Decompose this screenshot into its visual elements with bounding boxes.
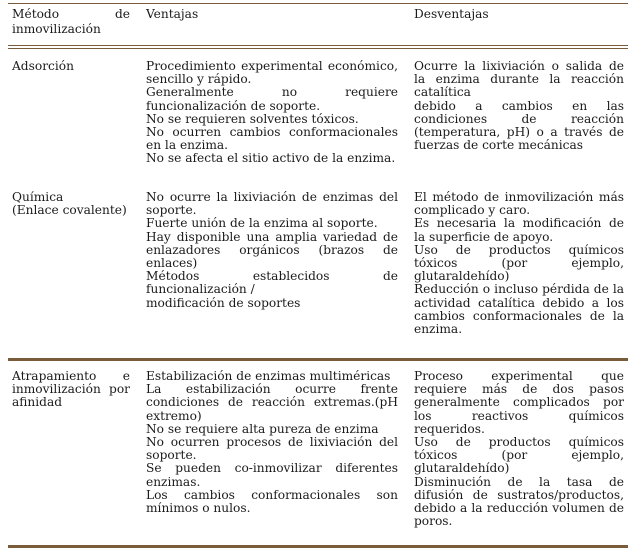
row-adsorcion-advantages bbox=[146, 60, 398, 166]
header-disadvantages-label: Desventajas bbox=[414, 7, 489, 21]
row-atrapamiento-advantages bbox=[146, 370, 398, 515]
disadvantage-item: Uso de productos químicos tóxicos (por ejemplo, glutaraldehído) bbox=[414, 435, 624, 476]
disadvantage-item: Disminución de la tasa de difusión de sustratos/productos, debido a la reducción volumen de poros. bbox=[414, 474, 624, 529]
advantage-item: modificación de soportes bbox=[146, 295, 301, 310]
advantage-item: No ocurre la lixiviación de enzimas del soporte. bbox=[146, 190, 398, 218]
row-adsorcion-method bbox=[12, 60, 130, 73]
disadvantage-item: Reducción o incluso pérdida de la actividad catalítica debido a los cambios conformacionales de la enzima. bbox=[414, 282, 624, 337]
advantage-item: No se afecta el sitio activo de la enzima. bbox=[146, 151, 396, 166]
advantage-item: Los cambios conformacionales son mínimos o nulos. bbox=[146, 487, 398, 516]
header-advantages-label: Ventajas bbox=[146, 7, 199, 21]
top-rule bbox=[8, 3, 628, 4]
disadvantage-item: Uso de productos químicos tóxicos (por ejemplo, glutaraldehído) bbox=[414, 242, 624, 284]
advantage-item: No ocurren cambios conformacionales en la enzima. bbox=[146, 125, 398, 153]
header-disadvantages bbox=[414, 7, 624, 22]
advantage-item: No se requiere alta pureza de enzima bbox=[146, 421, 379, 436]
header-advantages bbox=[146, 7, 398, 22]
advantage-item: No se requieren solventes tóxicos. bbox=[146, 111, 359, 126]
header-rule bbox=[8, 45, 628, 46]
disadvantage-item: Ocurre la lixiviación o salida de la enzima durante la reacción catalítica bbox=[414, 59, 624, 100]
method-name: Química bbox=[12, 190, 64, 204]
advantage-item: Hay disponible una amplia variedad de enlazadores orgánicos (brazos de enlaces) bbox=[146, 229, 398, 271]
row-adsorcion-disadvantages bbox=[414, 60, 624, 152]
row-atrapamiento-disadvantages bbox=[414, 370, 624, 528]
row-atrapamiento-method bbox=[12, 370, 130, 410]
advantage-item: Estabilización de enzimas multiméricas bbox=[146, 369, 391, 383]
advantage-item: Fuerte unión de la enzima al soporte. bbox=[146, 216, 378, 231]
disadvantage-item: Es necesaria la modificación de la superficie de apoyo. bbox=[414, 216, 624, 244]
method-subtitle: (Enlace covalente) bbox=[12, 203, 127, 218]
advantage-item: La estabilización ocurre frente condiciones de reacción extremas.(pH extremo) bbox=[146, 382, 398, 423]
advantage-item: Procedimiento experimental económico, sencillo y rápido. bbox=[146, 59, 398, 87]
advantage-item: Métodos establecidos de funcionalización / bbox=[146, 269, 398, 297]
header-method-label: Método de inmovilización bbox=[12, 7, 130, 36]
row-quimica-method bbox=[12, 191, 130, 217]
advantage-item: Generalmente no requiere funcionalización de soporte. bbox=[146, 85, 398, 113]
row-separator bbox=[8, 358, 628, 361]
method-name: Atrapamiento e inmovilización por afinidad bbox=[12, 369, 130, 410]
row-quimica-advantages bbox=[146, 191, 398, 310]
disadvantage-item: debido a cambios en las condiciones de reacción (temperatura, pH) o a través de fuerzas de corte mecánicas bbox=[414, 98, 624, 153]
bottom-rule bbox=[8, 545, 628, 548]
advantage-item: Se pueden co-inmovilizar diferentes enzimas. bbox=[146, 461, 398, 489]
method-name: Adsorción bbox=[12, 59, 74, 73]
row-quimica-disadvantages bbox=[414, 191, 624, 336]
header-method bbox=[12, 7, 130, 37]
advantage-item: No ocurren procesos de lixiviación del soporte. bbox=[146, 435, 398, 463]
header-rule-double bbox=[8, 48, 628, 49]
disadvantage-item: El método de inmovilización más complicado y caro. bbox=[414, 190, 624, 218]
disadvantage-item: Proceso experimental que requiere más de dos pasos generalmente complicados por los reactivos químicos requeridos. bbox=[414, 369, 624, 436]
